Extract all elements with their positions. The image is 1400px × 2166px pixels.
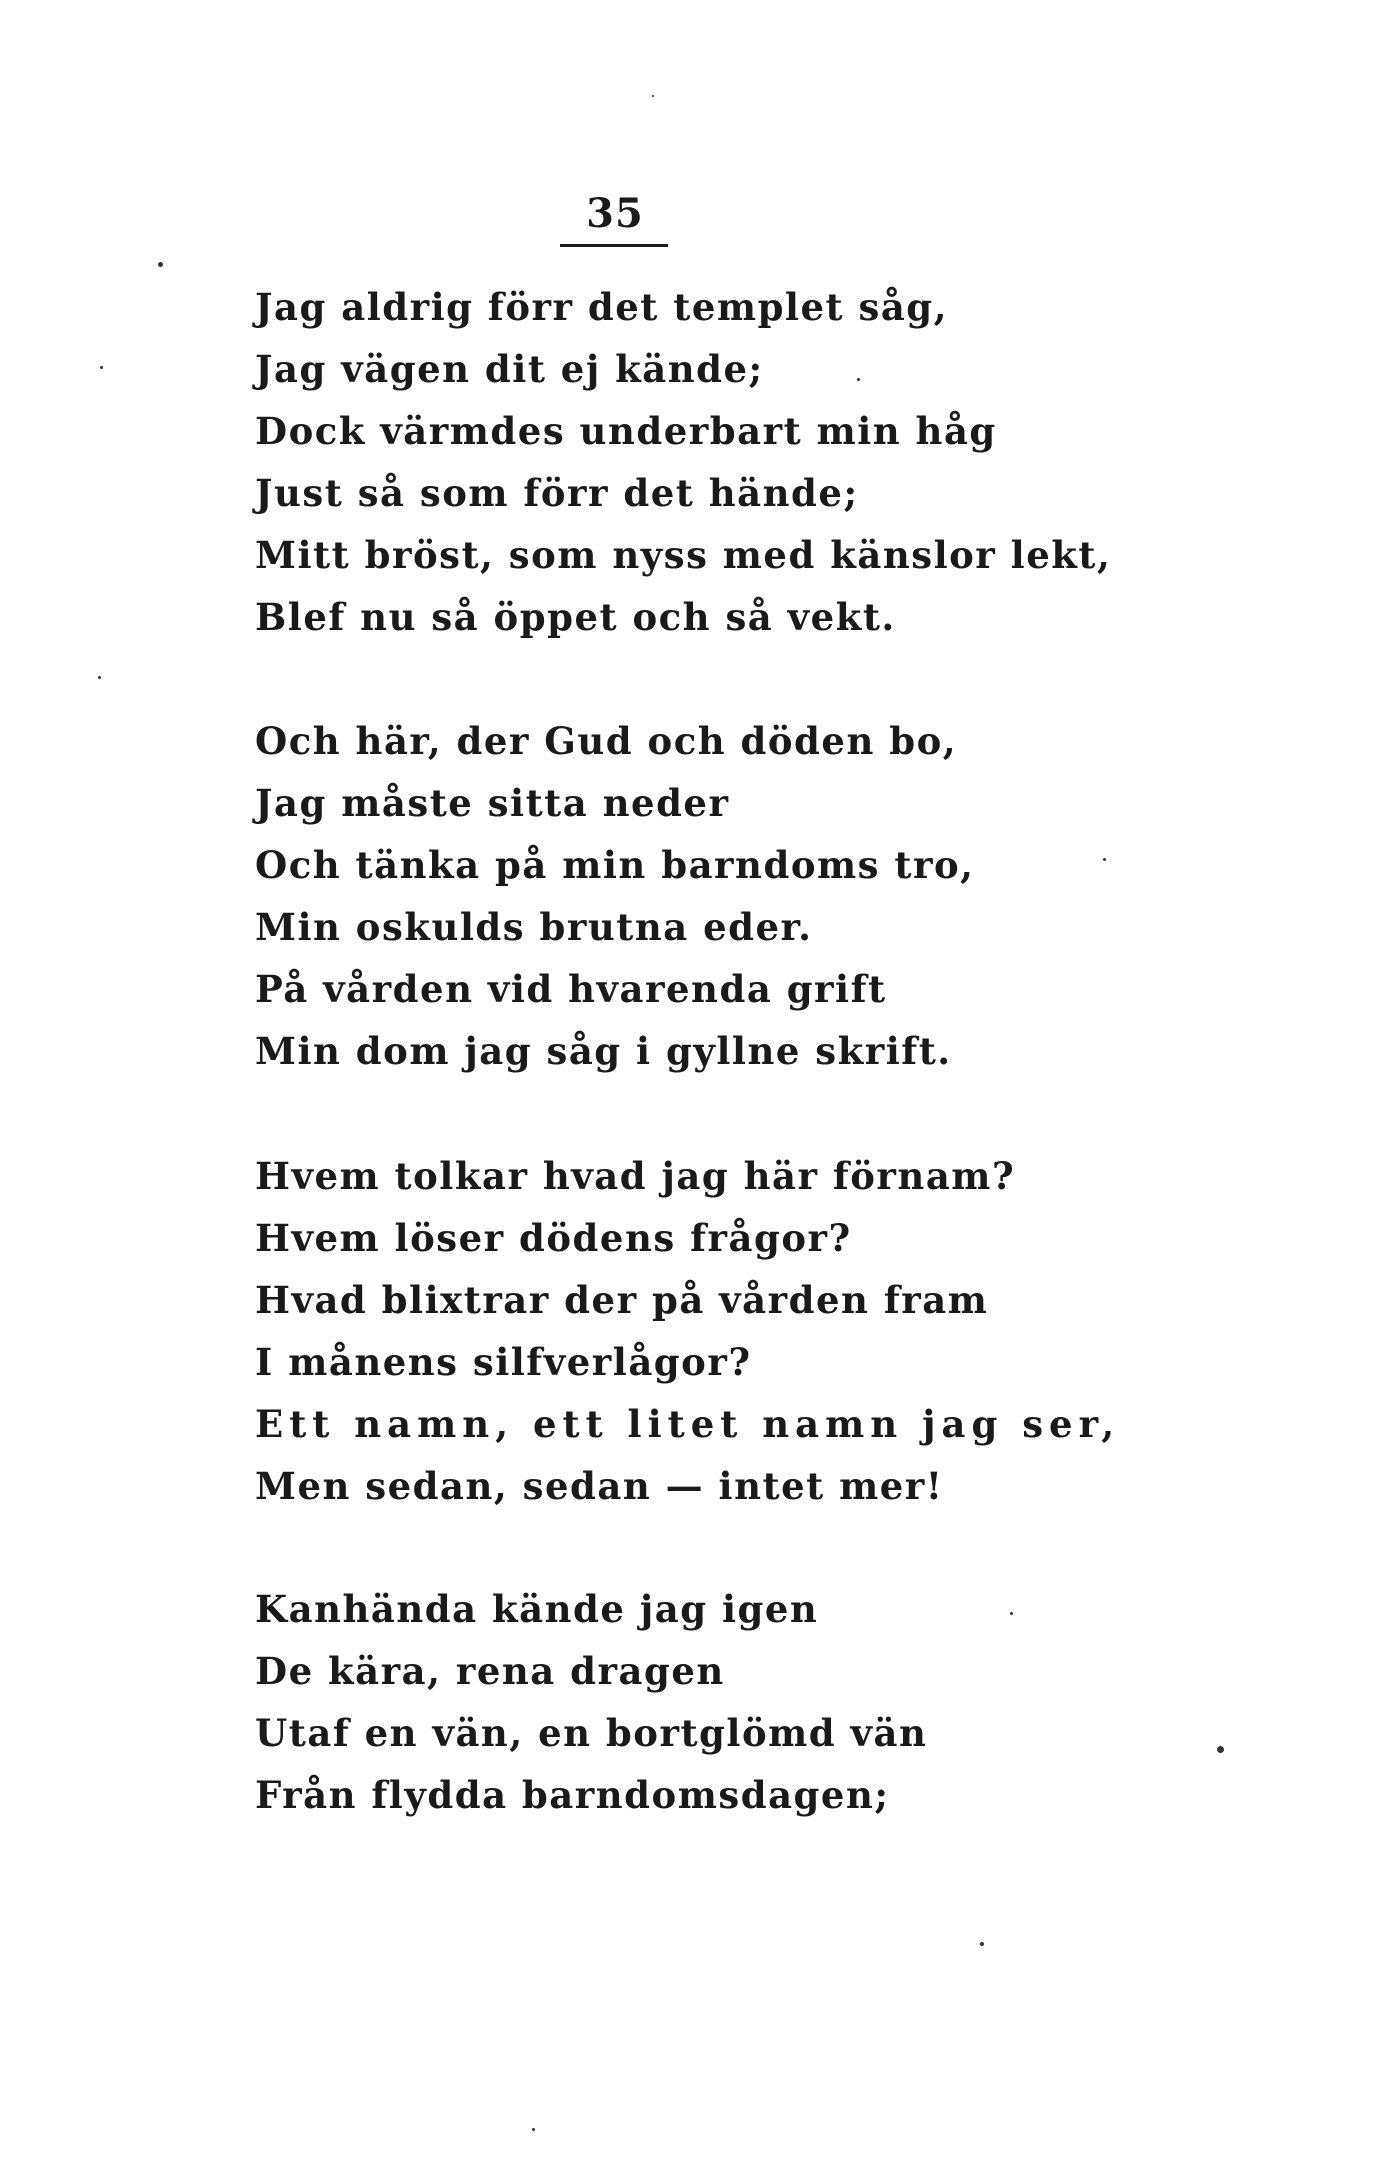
scan-speck (980, 1942, 984, 1946)
scan-speck (98, 676, 101, 679)
scan-speck (532, 2128, 535, 2131)
poem-line: Jag måste sitta neder (255, 781, 730, 825)
poem-line: Hvad blixtrar der på vården fram (255, 1278, 989, 1322)
poem-line: Kanhända kände jag igen (255, 1587, 819, 1631)
poem-line: Och här, der Gud och döden bo, (255, 719, 958, 763)
poem-line: Från flydda barndomsdagen; (255, 1773, 890, 1817)
poem-line: I månens silfverlågor? (255, 1340, 752, 1384)
poem-line: Jag aldrig förr det templet såg, (255, 285, 949, 329)
stanza-3 (255, 1145, 1120, 1517)
scan-speck (158, 262, 163, 267)
poem-line: Blef nu så öppet och så vekt. (255, 595, 896, 639)
scan-speck (1010, 1612, 1013, 1615)
stanza-4 (255, 1578, 927, 1826)
scan-speck (652, 95, 654, 97)
poem-line: De kära, rena dragen (255, 1649, 725, 1693)
scan-speck (857, 378, 860, 381)
poem-line: Ett namn, ett litet namn jag ser, (255, 1402, 1121, 1446)
poem-line: Hvem löser dödens frågor? (255, 1216, 852, 1260)
poem-line: Min oskulds brutna eder. (255, 905, 813, 949)
poem-line: Hvem tolkar hvad jag här förnam? (255, 1154, 1016, 1198)
page-number-underline (560, 244, 668, 247)
poem-line: Dock värmdes underbart min håg (255, 409, 997, 453)
poem-line: Just så som förr det hände; (255, 471, 859, 515)
poem-line: Och tänka på min barndoms tro, (255, 843, 975, 887)
scan-speck (100, 366, 103, 369)
poem-line: Min dom jag såg i gyllne skrift. (255, 1029, 952, 1073)
scan-speck (1217, 1746, 1224, 1753)
poem-line: Men sedan, sedan — intet mer! (255, 1464, 944, 1508)
scan-speck (1103, 858, 1106, 861)
stanza-2 (255, 710, 975, 1082)
poem-line: Mitt bröst, som nyss med känslor lekt, (255, 533, 1112, 577)
poem-line: Utaf en vän, en bortglömd vän (255, 1711, 928, 1755)
stanza-1 (255, 276, 1111, 648)
page-number: 35 (586, 190, 644, 237)
poem-line: Jag vägen dit ej kände; (255, 347, 764, 391)
poem-line: På vården vid hvarenda grift (255, 967, 887, 1011)
